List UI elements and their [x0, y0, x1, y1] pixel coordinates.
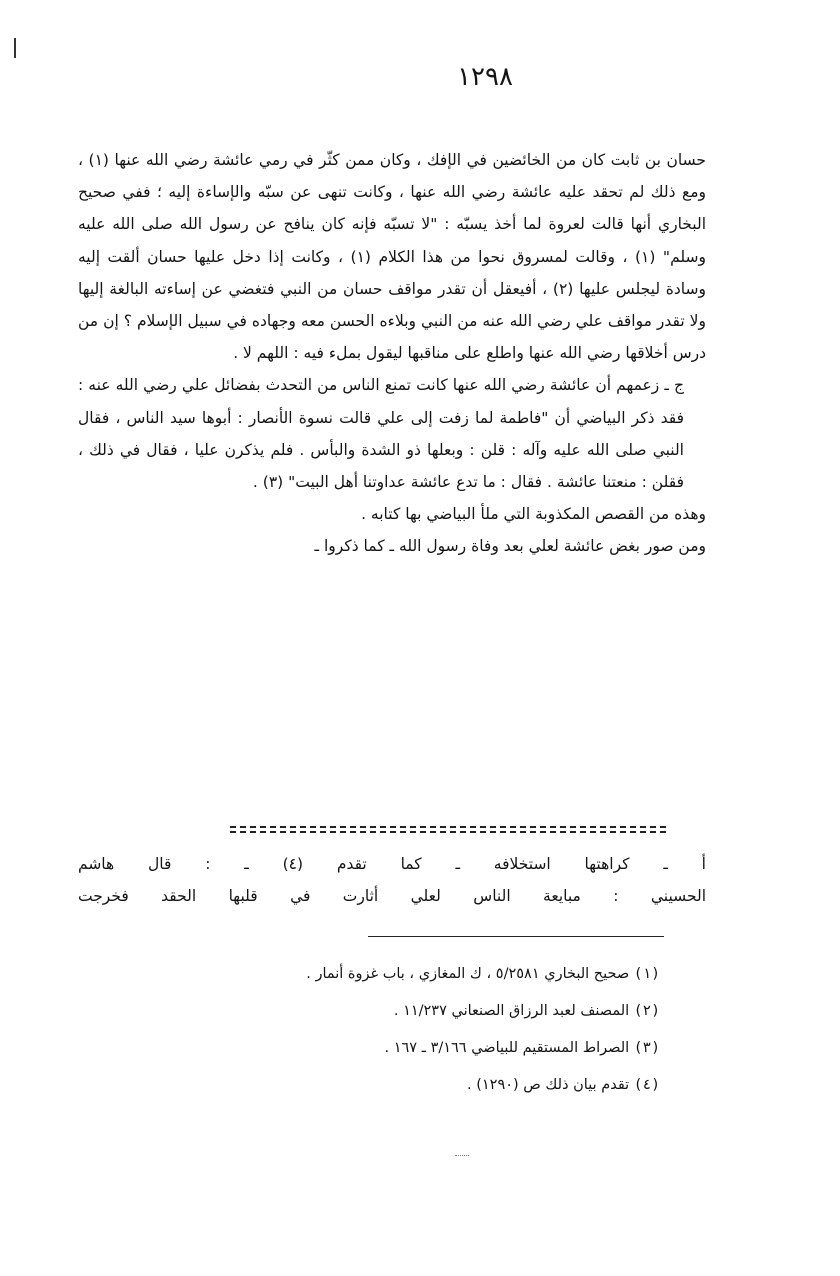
body-text	[78, 144, 706, 563]
paragraph-forms-of-hatred: ومن صور بغض عائشة لعلي بعد وفاة رسول الله ـ كما ذكروا ـ	[314, 537, 706, 556]
footnote-text: صحيح البخاري ٥/٢٥٨١ ، ك المغازي ، باب غزوة أنمار .	[306, 966, 630, 982]
section-a-item	[78, 848, 706, 912]
paragraph-hassan: حسان بن ثابت كان من الخائضين في الإفك ، وكان ممن كثّر في رمي عائشة رضي الله عنها (١) ، ومع ذلك لم تحقد عليه عائشة رضي الله عنها ، وكانت تنهى عن سبّه والإساءة إليه ؛ ففي صحيح البخاري أنها قالت لعروة لما أخذ يسبّه : "لا تسبّه فإنه كان ينافح عن رسول الله صلى الله عليه وسلم" (١) ، وقالت لمسروق نحوا من هذا الكلام (١) ، وكانت إذا دخل عليها حسان ألقت إليه وسادة ليجلس عليها (٢) ، أفيعقل أن تقدر مواقف حسان من النبي فتغضي عن إساءته البالغة إليها ولا تقدر مواقف علي رضي الله عنه من النبي وبلاءه الحسن معه وجهاده في سبيل الإسلام ؟ إن من درس أخلاقها رضي الله عنها واطلع على مناقبها ليقول بملء فيه : اللهم لا .	[78, 151, 706, 363]
footnote	[120, 956, 660, 993]
footnote-number: (٤)	[633, 1077, 660, 1093]
footnote-divider	[368, 936, 664, 937]
section-a-line-1: أ ـ كراهتها استخلافه ـ كما تقدم (٤) ـ : قال هاشم	[78, 855, 706, 873]
footnote-number: (١)	[633, 966, 660, 982]
footnote-text: تقدم بيان ذلك ص (١٢٩٠) .	[466, 1077, 630, 1093]
footnote-text: الصراط المستقيم للبياضي ٣/١٦٦ ـ ١٦٧ .	[384, 1040, 630, 1056]
page-number: ١٢٩٨	[457, 62, 513, 92]
section-a-line-2: الحسيني : مبايعة الناس لعلي أثارت في قلبها الحقد فخرجت	[78, 887, 706, 905]
paragraph-claim-c: ج ـ زعمهم أن عائشة رضي الله عنها كانت تمنع الناس من التحدث بفضائل علي رضي الله عنه : فقد ذكر البياضي أن "فاطمة لما زفت إلى علي قالت نسوة الأنصار : أبوها سيد الناس ، فقال النبي صلى الله عليه وآله : قلن : وبعلها ذو الشدة والبأس . فلم يذكرن عليا ، فقال في ذلك ، فقلن : منعتنا عائشة . فقال : ما تدع عائشة عداوتنا أهل البيت" (٣) .	[78, 376, 684, 492]
paragraph-fabricated-stories: وهذه من القصص المكذوبة التي ملأ البياضي بها كتابه .	[361, 505, 706, 524]
footnote	[120, 1067, 660, 1104]
footnote-text: المصنف لعبد الرزاق الصنعاني ١١/٢٣٧ .	[393, 1003, 630, 1019]
footnote-number: (٢)	[633, 1003, 660, 1019]
footnote	[120, 993, 660, 1030]
scan-mark	[455, 1155, 469, 1156]
footnotes	[120, 956, 660, 1104]
binder-mark	[14, 38, 16, 58]
section-separator	[230, 826, 666, 833]
footnote	[120, 1030, 660, 1067]
footnote-number: (٣)	[633, 1040, 660, 1056]
